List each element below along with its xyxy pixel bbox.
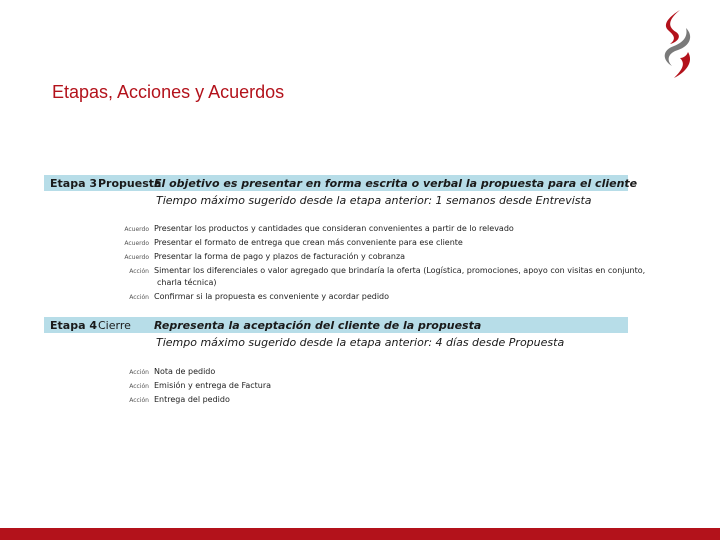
item-type: Acuerdo (124, 240, 149, 247)
stage-label: Etapa 4 (50, 319, 97, 332)
list-item: Presentar el formato de entrega que crean más conveniente para ese cliente (154, 238, 463, 247)
stage-name: Cierre (98, 319, 131, 332)
stage-objective: El objetivo es presentar en forma escrita o verbal la propuesta para el cliente (154, 177, 638, 190)
list-item: Presentar la forma de pago y plazos de facturación y cobranza (154, 252, 406, 261)
list-item: charla técnica) (157, 278, 217, 287)
list-item: Simentar los diferenciales o valor agregado que brindaría la oferta (Logística, promociones, apoyo con visitas en conjunto, (154, 266, 646, 275)
item-type: Acción (129, 369, 149, 376)
item-type: Acción (129, 397, 149, 404)
list-item: Confirmar si la propuesta es conveniente y acordar pedido (154, 292, 390, 301)
stage-label: Etapa 3 (50, 177, 97, 190)
list-item: Presentar los productos y cantidades que consideran convenientes a partir de lo relevado (154, 224, 514, 233)
item-type: Acuerdo (124, 226, 149, 233)
footer-bar (0, 528, 720, 540)
company-logo-icon (656, 8, 696, 80)
item-type: Acción (129, 294, 149, 301)
stage-timeline: Tiempo máximo sugerido desde la etapa anterior: 4 días desde Propuesta (156, 336, 565, 349)
stage-timeline: Tiempo máximo sugerido desde la etapa anterior: 1 semanos desde Entrevista (156, 194, 592, 207)
list-item: Entrega del pedido (154, 395, 230, 404)
slide-title: Etapas, Acciones y Acuerdos (52, 82, 285, 102)
list-item: Nota de pedido (154, 367, 216, 376)
item-type: Acuerdo (124, 254, 149, 261)
item-type: Acción (129, 268, 149, 275)
item-type: Acción (129, 383, 149, 390)
stage-objective: Representa la aceptación del cliente de la propuesta (154, 319, 482, 332)
list-item: Emisión y entrega de Factura (154, 381, 272, 390)
stage-name: Propuesta (98, 177, 162, 190)
